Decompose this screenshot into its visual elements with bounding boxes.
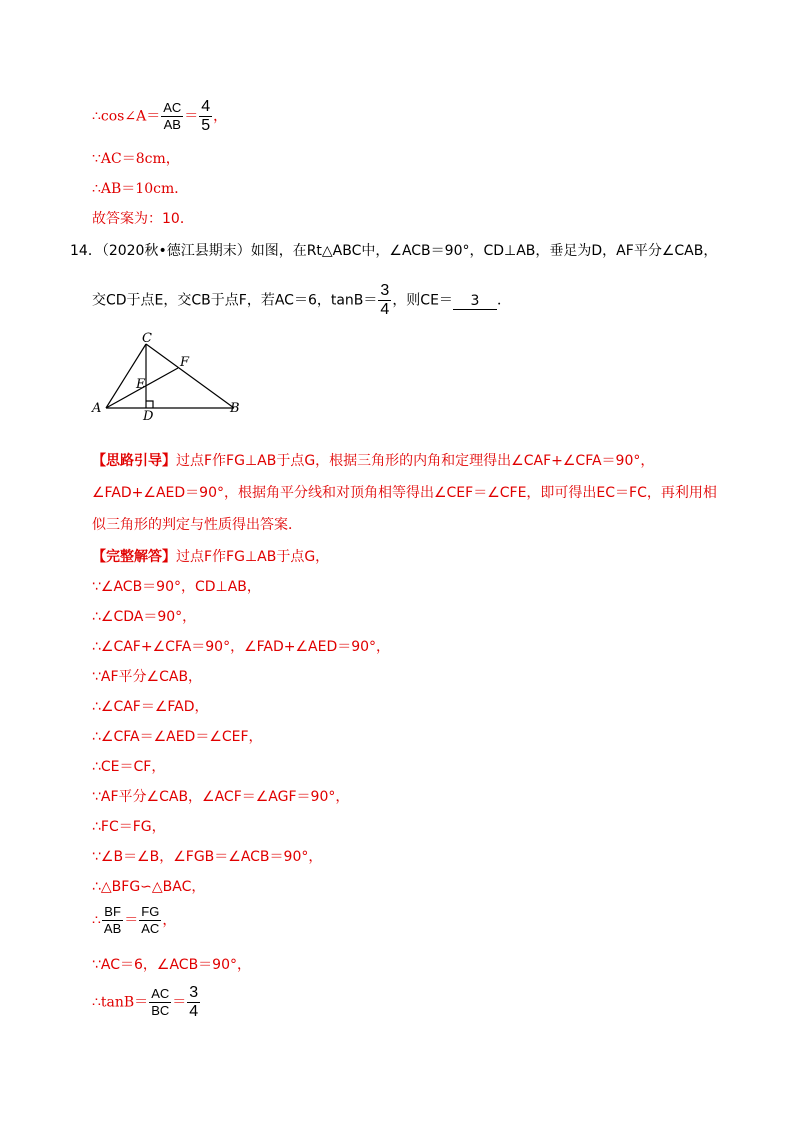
solution-step: ∵∠ACB＝90°，CD⊥AB， <box>92 579 261 595</box>
solution-intro: 【完整解答】过点F作FG⊥AB于点G， <box>92 549 330 565</box>
label-f: F <box>180 355 190 370</box>
label-e: E <box>136 377 146 392</box>
fraction-3-4: $\frac{3}{4}$ <box>380 282 390 318</box>
fraction-fg-ac: $\frac{FG}{AC}$ <box>141 904 160 936</box>
label-b: B <box>230 401 240 416</box>
side-cb <box>146 344 234 408</box>
solution-step: ∴∠CAF+∠CFA＝90°，∠FAD+∠AED＝90°， <box>92 639 391 655</box>
problem-line-2: 交CD于点E，交CB于点F，若AC＝6，tanB＝ $\frac{3}{4}$ ，则CE＝ 3 ． <box>92 282 511 318</box>
problem-line-1: 14．（2020秋•德江县期末）如图，在Rt△ABC中，∠ACB＝90°，CD⊥AB，垂足为D，AF平分∠CAB， <box>70 243 718 259</box>
fraction-ac-ab: $\frac{AC}{AB}$ <box>163 100 182 132</box>
label-a: A <box>92 401 102 416</box>
cos-equation: ∴cos∠A＝ $\frac{AC}{AB}$ ＝ $\frac{4}{5}$ ， <box>92 98 228 134</box>
result-ab: ∴AB＝10cm． <box>92 181 189 197</box>
guide-tag: 【思路引导】 <box>92 453 176 469</box>
solution-step: ∴CE＝CF， <box>92 759 166 775</box>
solution-step: ∴∠CDA＝90°， <box>92 609 197 625</box>
label-c: C <box>142 331 152 346</box>
tan-equation: ∴tanB＝ $\frac{AC}{BC}$ ＝ $\frac{3}{4}$ <box>92 984 199 1020</box>
fraction-4-5: $\frac{4}{5}$ <box>201 98 211 134</box>
solution-step: ∵∠B＝∠B，∠FGB＝∠ACB＝90°， <box>92 849 323 865</box>
label-d: D <box>143 409 154 420</box>
side-ac <box>106 344 146 408</box>
solution-step: ∵AF平分∠CAB，∠ACF＝∠AGF＝90°， <box>92 789 350 805</box>
guide-line-2: ∠FAD+∠AED＝90°，根据角平分线和对顶角相等得出∠CEF＝∠CFE，即可得出EC＝FC，再利用相 <box>92 485 717 501</box>
solution-step: ∴∠CAF＝∠FAD， <box>92 699 209 715</box>
ratio-equation: ∴ $\frac{BF}{AB}$ ＝ $\frac{FG}{AC}$ ， <box>92 904 177 936</box>
guide-line-1: 【思路引导】过点F作FG⊥AB于点G，根据三角形的内角和定理得出∠CAF+∠CFA＝90°， <box>92 453 655 469</box>
cos-prefix: ∴cos∠A＝ <box>92 108 161 125</box>
triangle-figure <box>88 330 248 420</box>
given-ac: ∵AC＝8cm， <box>92 151 180 167</box>
solution-step: ∴∠CFA＝∠AED＝∠CEF， <box>92 729 263 745</box>
answer-blank: 3 <box>453 293 497 310</box>
right-angle-mark <box>146 401 153 408</box>
fraction-bf-ab: $\frac{BF}{AB}$ <box>103 904 122 936</box>
solution-step: ∵AF平分∠CAB， <box>92 669 203 685</box>
solution-tag: 【完整解答】 <box>92 549 176 565</box>
fraction-3-4-result: $\frac{3}{4}$ <box>189 984 199 1020</box>
answer-note: 故答案为：10． <box>92 211 194 227</box>
guide-line-3: 似三角形的判定与性质得出答案． <box>92 517 302 533</box>
fraction-ac-bc: $\frac{AC}{BC}$ <box>151 986 170 1018</box>
solution-step: ∴FC＝FG， <box>92 819 166 835</box>
solution-step: ∴△BFG∽△BAC， <box>92 879 206 895</box>
given-ac-6: ∵AC＝6，∠ACB＝90°， <box>92 957 251 973</box>
